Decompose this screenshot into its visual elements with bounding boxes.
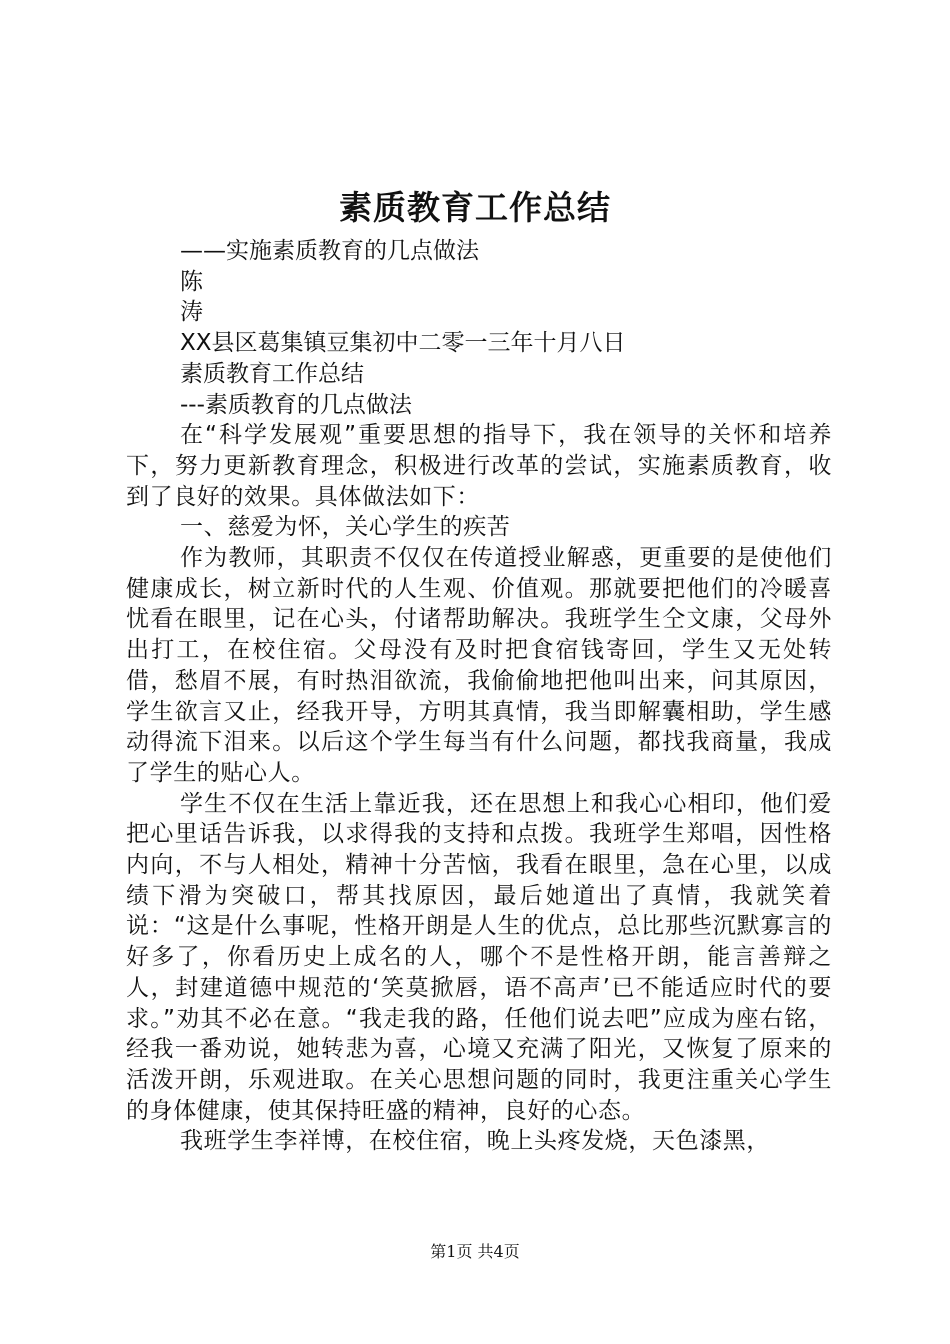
body-paragraph: 作为教师，其职责不仅仅在传道授业解惑，更重要的是使他们健康成长，树立新时代的人生观、价值观。那就要把他们的冷暖喜忧看在眼里，记在心头，付诸帮助解决。我班学生仝文康，父母外出打工，在校住宿。父母没有及时把食宿钱寄回，学生又无处转借，愁眉不展，有时热泪欲流，我偷偷地把他叫出来，问其原因，学生欲言又止，经我开导，方明其真情，我当即解囊相助，学生感动得流下泪来。以后这个学生每当有什么问题，都找我商量，我成了学生的贴心人。 [126,545,832,786]
body-paragraph: 学生不仅在生活上靠近我，还在思想上和我心心相印，他们爱把心里话告诉我，以求得我的支持和点拨。我班学生郑唱，因性格内向，不与人相处，精神十分苦恼，我看在眼里，急在心里，以成绩下滑为突破口，帮其找原因，最后她道出了真情，我就笑着说：“这是什么事呢，性格开朗是人生的优点，总比那些沉默寡言的好多了，你看历史上成名的人，哪个不是性格开朗，能言善辩之人，封建道德中规范的‘笑莫掀唇，语不高声’已不能适应时代的要求。”劝其不必在意。“我走我的路，任他们说去吧”应成为座右铭，经我一番劝说，她转悲为喜，心境又充满了阳光，又恢复了原来的活泼开朗，乐观进取。在关心思想问题的同时，我更注重关心学生的身体健康，使其保持旺盛的精神，良好的心态。 [126,790,832,1124]
repeated-title: 素质教育工作总结 [180,360,364,387]
intro-paragraph: 在“科学发展观”重要思想的指导下，我在领导的关怀和培养下，努力更新教育理念，积极进行改革的尝试，实施素质教育，收到了良好的效果。具体做法如下： [126,422,832,510]
body-paragraph: 我班学生李祥博，在校住宿，晚上头疼发烧，天色漆黑， [180,1128,770,1155]
subtitle-line: ——实施素质教育的几点做法 [180,238,479,264]
author-given-name: 涛 [180,299,203,326]
repeated-subtitle: ---素质教育的几点做法 [180,391,412,418]
section-heading-1: 一、慈爱为怀，关心学生的疾苦 [180,514,511,541]
page-number-footer: 第1页 共4页 [430,1242,520,1261]
document-body [126,236,832,1157]
author-surname: 陈 [180,268,203,295]
school-and-date: XX县区葛集镇豆集初中二零一三年十月八日 [180,330,626,357]
document-title: 素质教育工作总结 [339,188,611,227]
